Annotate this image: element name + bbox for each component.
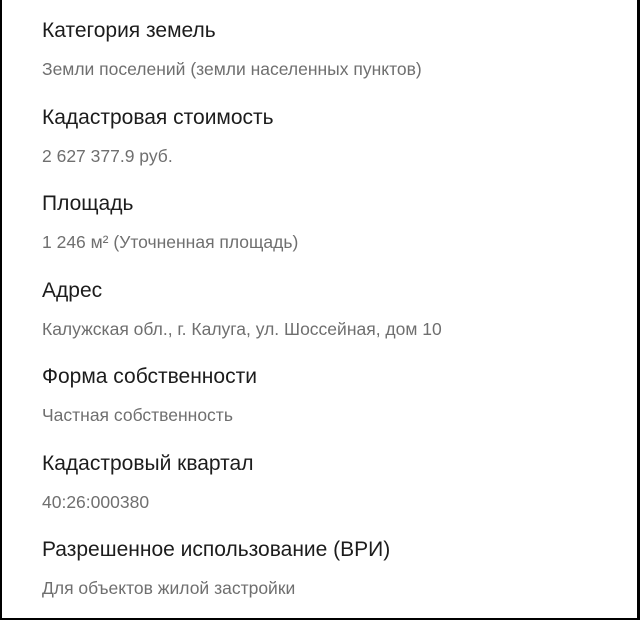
cadastral-block-field [42, 445, 637, 532]
address-value: Калужская обл., г. Калуга, ул. Шоссейная, дом 10 [42, 318, 442, 339]
cadastral-value-label: Кадастровая стоимость [42, 105, 274, 129]
ownership-form-label: Форма собственности [42, 365, 257, 388]
property-info-card [2, 0, 637, 618]
ownership-form-value: Частная собственность [42, 405, 233, 425]
area-field [42, 185, 637, 272]
land-category-label: Категория земель [42, 19, 216, 42]
cadastral-block-value: 40:26:000380 [42, 491, 150, 512]
area-value: 1 246 м² (Уточненная площадь) [42, 232, 299, 252]
land-category-field [42, 12, 637, 99]
area-label: Площадь [42, 192, 134, 215]
permitted-use-value: Для объектов жилой застройки [42, 578, 296, 598]
address-field [42, 272, 637, 359]
cadastral-value-value: 2 627 377.9 руб. [42, 145, 173, 166]
permitted-use-field [42, 531, 637, 618]
address-label: Адрес [42, 278, 103, 302]
ownership-form-field [42, 358, 637, 445]
permitted-use-label: Разрешенное использование (ВРИ) [42, 538, 391, 561]
cadastral-value-field [42, 99, 637, 186]
cadastral-block-label: Кадастровый квартал [42, 451, 254, 475]
land-category-value: Земли поселений (земли населенных пунктов) [42, 59, 422, 79]
